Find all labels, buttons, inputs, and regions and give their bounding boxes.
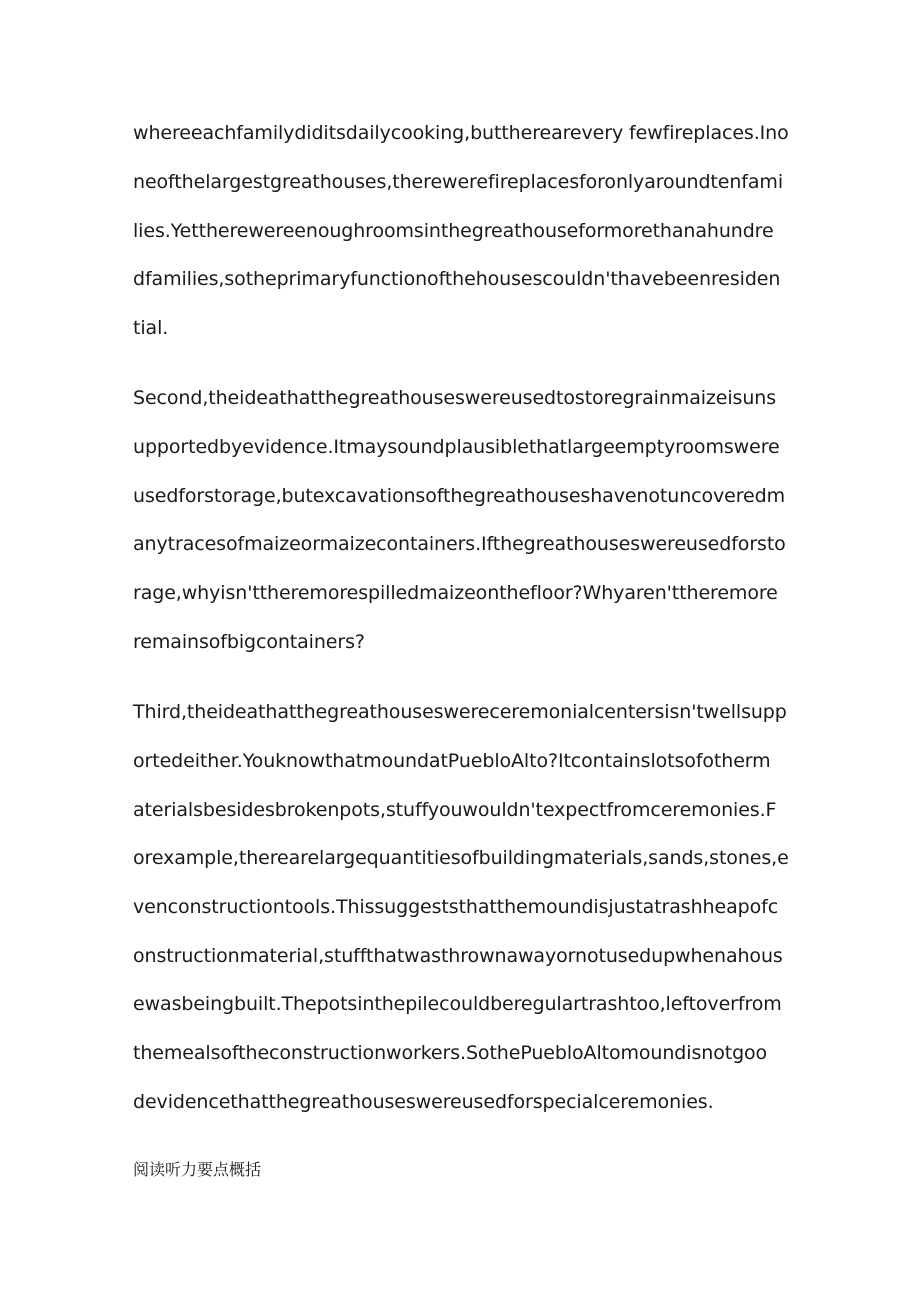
paragraph-line: tial.: [133, 317, 169, 339]
paragraph-line: anytracesofmaizeormaizecontainers.Ifthegreathouseswereusedforsto: [133, 533, 786, 555]
section-heading: 阅读听力要点概括: [133, 1160, 262, 1179]
paragraph-line: dfamilies,sotheprimaryfunctionofthehousescouldn'thavebeenresiden: [133, 268, 781, 290]
paragraph-line: ortedeither.YouknowthatmoundatPuebloAlto?Itcontainslotsofotherm: [133, 750, 771, 772]
paragraph-line: neofthelargestgreathouses,therewerefireplacesforonlyaroundtenfami: [133, 171, 784, 193]
paragraph-line: Third,theideathatthegreathouseswereceremonialcentersisn'twellsupp: [133, 701, 787, 723]
paragraph-line: aterialsbesidesbrokenpots,stuffyouwouldn'texpectfromceremonies.F: [133, 799, 777, 821]
paragraph-line: themealsoftheconstructionworkers.SothePuebloAltomoundisnotgoo: [133, 1042, 768, 1064]
paragraph-line: rage,whyisn'ttheremorespilledmaizeonthefloor?Whyaren'ttheremore: [133, 582, 778, 604]
paragraph-line: orexample,therearelargequantitiesofbuildingmaterials,sands,stones,e: [133, 847, 789, 869]
paragraph-line: Second,theideathatthegreathouseswereusedtostoregrainmaizeisuns: [133, 387, 777, 409]
paragraph-line: lies.Yettherewereenoughroomsinthegreathouseformorethanahundre: [133, 220, 774, 242]
paragraph-line: onstructionmaterial,stuffthatwasthrownawayornotusedupwhenahous: [133, 945, 783, 967]
paragraph-line: devidencethatthegreathouseswereusedforspecialceremonies.: [133, 1091, 714, 1113]
paragraph-line: whereeachfamilydiditsdailycooking,buttherearevery fewfireplaces.Ino: [133, 122, 789, 144]
paragraph-line: venconstructiontools.Thissuggeststhatthemoundisjustatrashheapofc: [133, 896, 779, 918]
paragraph-line: upportedbyevidence.Itmaysoundplausiblethatlargeemptyroomswere: [133, 436, 780, 458]
paragraph-line: remainsofbigcontainers?: [133, 631, 365, 653]
paragraph-line: usedforstorage,butexcavationsofthegreathouseshavenotuncoveredm: [133, 485, 785, 507]
paragraph-line: ewasbeingbuilt.Thepotsinthepilecouldberegulartrashtoo,leftoverfrom: [133, 993, 782, 1015]
